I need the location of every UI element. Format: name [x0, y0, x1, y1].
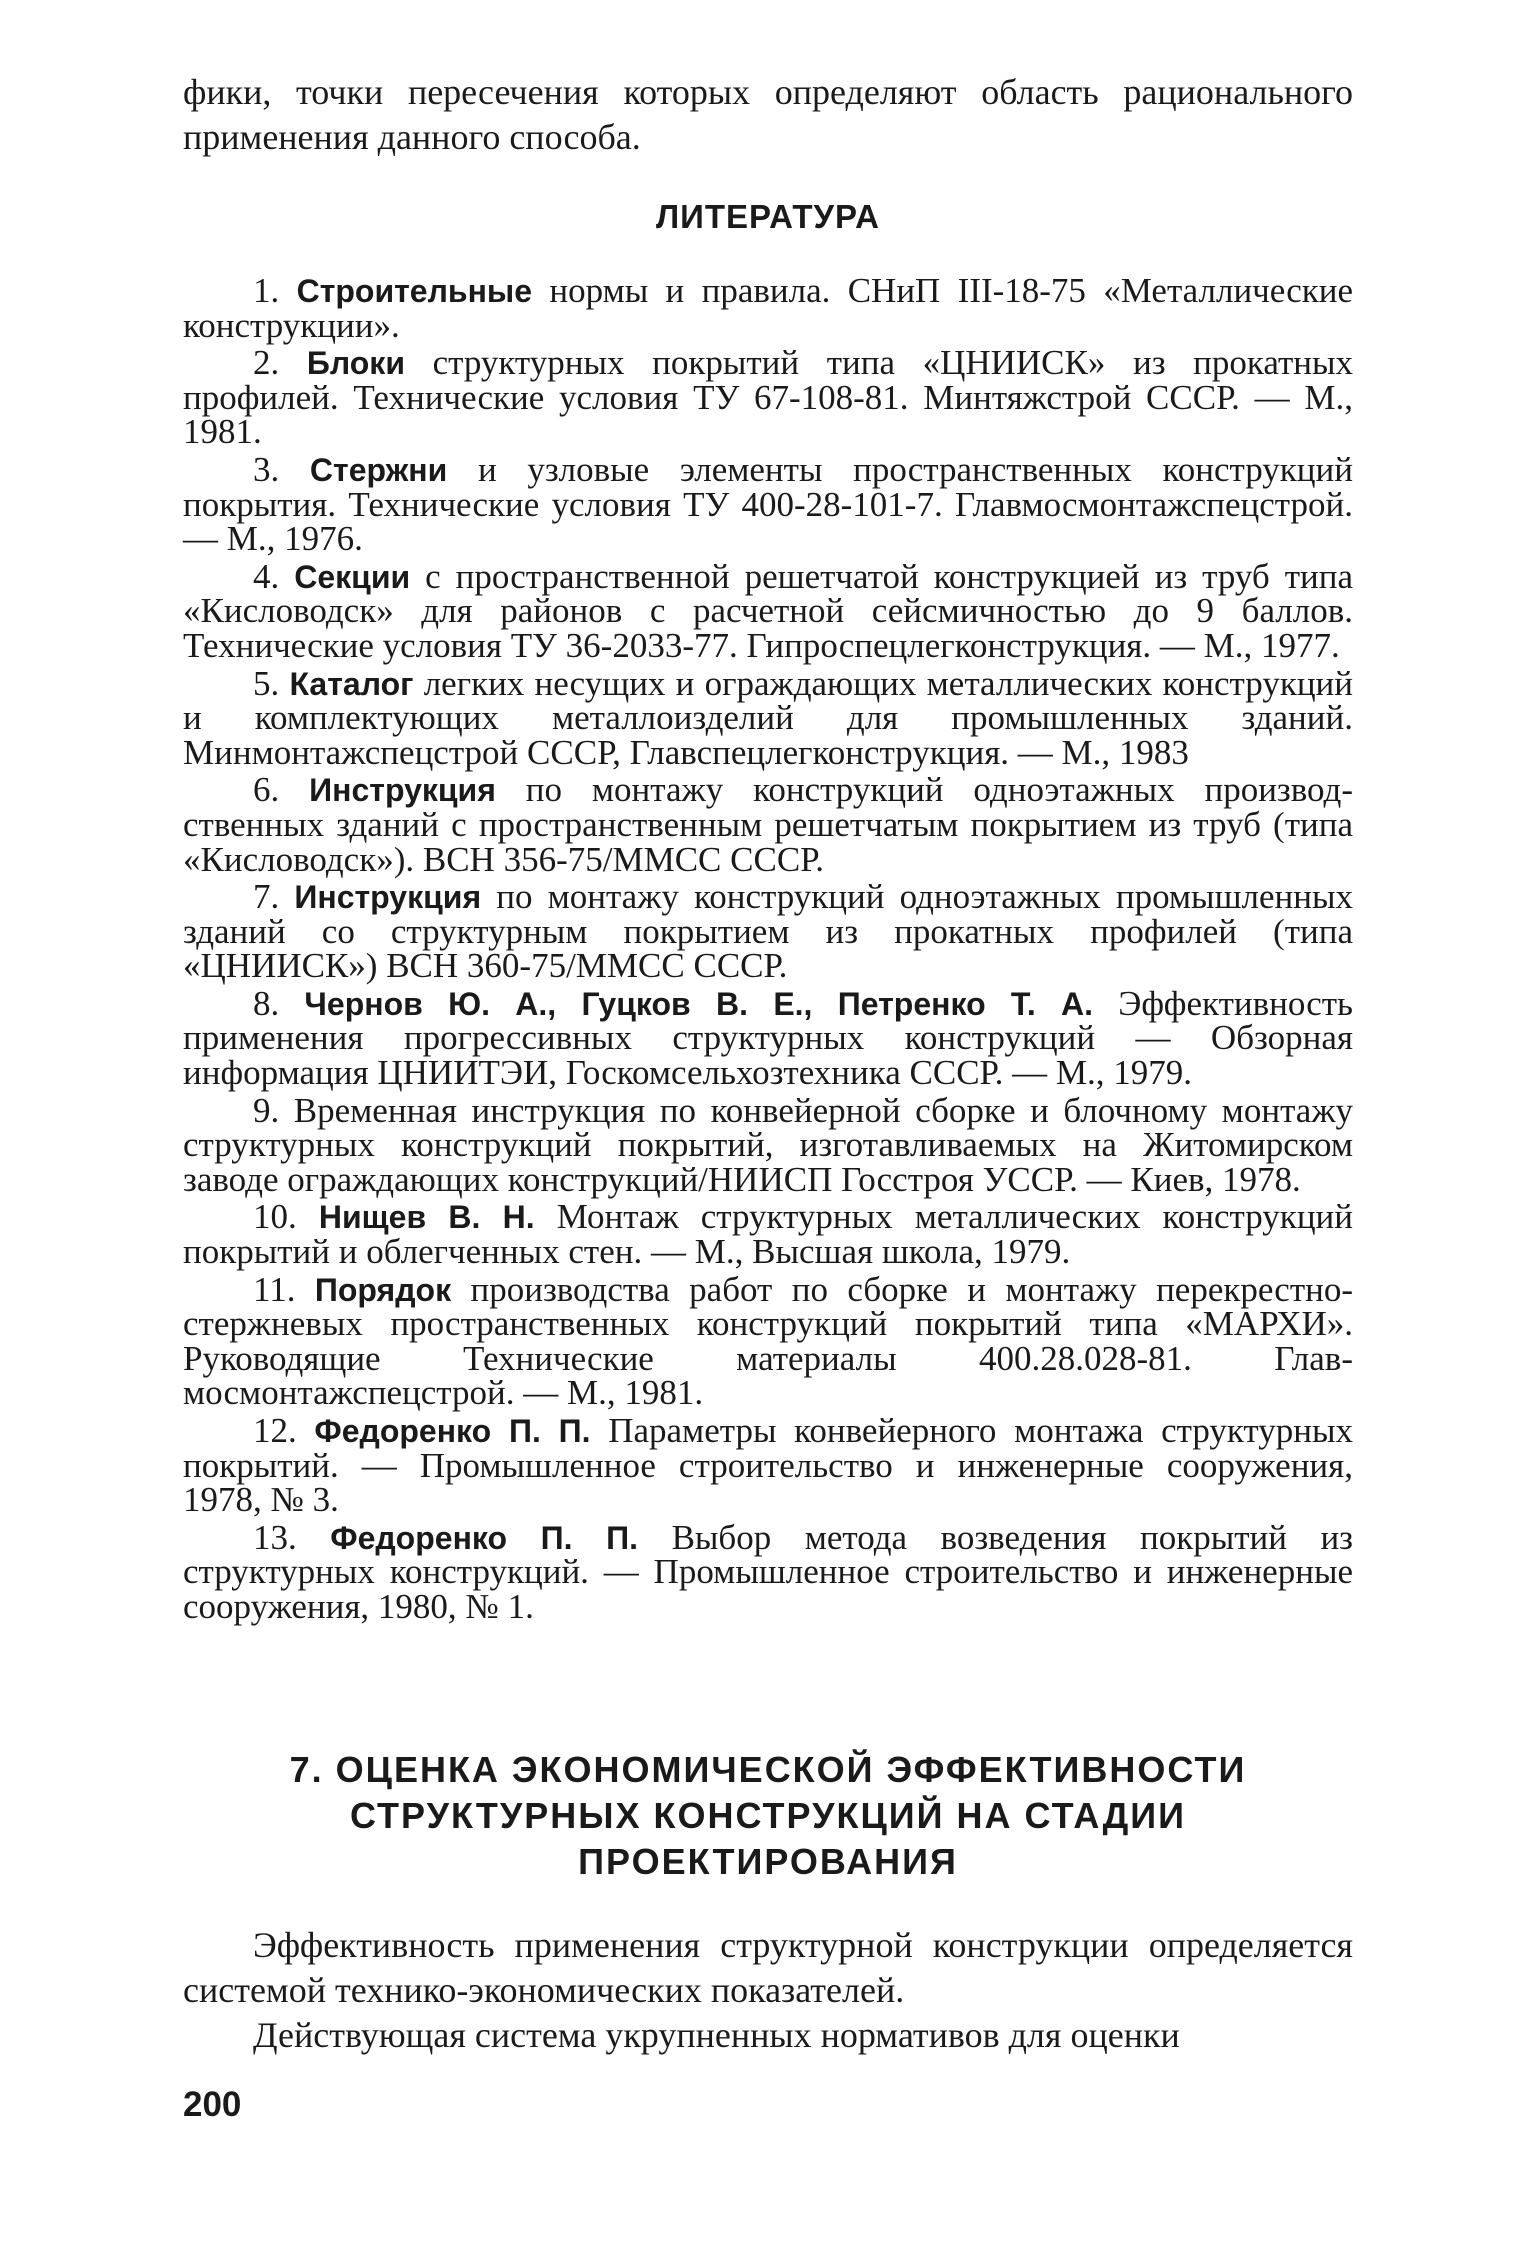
reference-author: Строительные: [296, 273, 533, 309]
reference-number: 6.: [253, 770, 280, 810]
reference-text: Выбор метода возведения покрытий из структурных конструкций. — Промышленное строительство и инженерные сооружения, 1980, № 1.: [183, 1517, 1354, 1626]
reference-item: [183, 983, 1354, 1093]
reference-text: по монтажу конструкций одноэтажных производственных зданий с пространственным решетчатым покрытием из труб (типа «Кисловодск»). ВСН 356-75/ММСС СССР.: [183, 770, 1353, 879]
reference-author: Нищев В. Н.: [318, 1199, 535, 1236]
reference-item: [183, 1411, 1354, 1520]
reference-text: Эффективность применения прогрессивных структурных конструкций — Обзорная информация ЦНИИТЭИ, Госкомсельхозтехника СССР. — М., 1979.: [183, 983, 1354, 1093]
body-paragraph: Действующая система укрупненных нормативов для оценки: [253, 2014, 1180, 2055]
references-heading: ЛИТЕРАТУРА: [656, 198, 880, 235]
body-paragraph: Эффективность применения структурной конструкции определяется системой технико-экономических показателей.: [183, 1924, 1353, 2010]
reference-item: [183, 1090, 1354, 1199]
reference-author: Чернов Ю. А., Гуцков В. Е., Петренко Т. А.: [304, 985, 1094, 1022]
reference-author: Инструкция: [294, 879, 482, 916]
reference-number: 9.: [253, 1090, 280, 1130]
intro-paragraph: фики, точки пересечения которых определяют область рационального применения данного способа.: [183, 72, 1353, 157]
reference-item: [183, 343, 1353, 452]
reference-item: [183, 1197, 1354, 1272]
reference-number: 5.: [253, 663, 280, 703]
reference-item: [183, 1517, 1354, 1626]
reference-text: легких несущих и ограждающих металлических конструкций и комплектующих металлоизделий для промышленных зданий. Минмонтажспецстрой СССР, Главспецлегконструкция. — М., 1983: [183, 663, 1354, 772]
reference-author: Федоренко П. П.: [314, 1413, 591, 1449]
reference-author: Стержни: [309, 451, 448, 488]
reference-text: производства работ по сборке и монтажу перекрестно-стержневых пространственных конструкций покрытий типа «МАРХИ». Руководящие Технические материалы 400.28.028-81. Главмосмонтажспецстрой. — М., 1981.: [183, 1269, 1354, 1413]
reference-text: с пространственной решетчатой конструкцией из труб типа «Кисловодск» для районов с расчетной сейсмичностью до 9 баллов. Технические условия ТУ 36-2033-77. Гипроспецлегконструкция. — М., 1977.: [183, 556, 1353, 665]
reference-item: [183, 877, 1354, 986]
reference-author: Каталог: [289, 665, 414, 702]
reference-number: 10.: [253, 1197, 297, 1237]
page-content: [183, 70, 1353, 2058]
reference-number: 3.: [253, 449, 280, 489]
reference-item: [183, 663, 1354, 772]
reference-text: Временная инструкция по конвейерной сборке и блочному монтажу структурных конструкций покрытий, изготавливаемых на Житомирском заводе ограждающих конструкций/НИИСП Госстроя УССР. — Киев, 1978.: [183, 1090, 1354, 1199]
reference-author: Секции: [294, 558, 411, 595]
page-number: 200: [183, 2085, 242, 2124]
reference-number: 1.: [253, 271, 280, 310]
reference-number: 7.: [253, 877, 280, 917]
references-list: [183, 271, 1354, 1626]
reference-item: [183, 1269, 1354, 1413]
reference-text: Монтаж структурных металлических конструкций покрытий и облегченных стен. — М., Высшая школа, 1979.: [183, 1197, 1354, 1272]
reference-number: 11.: [253, 1269, 296, 1309]
reference-number: 4.: [253, 556, 280, 596]
reference-number: 2.: [253, 343, 280, 383]
reference-text: нормы и правила. СНиП III-18-75 «Металлические конструкции».: [183, 271, 1353, 345]
reference-number: 8.: [253, 983, 280, 1023]
reference-text: по монтажу конструкций одноэтажных промышленных зданий со структурным покрытием из прокатных профилей (типа «ЦНИИСК») ВСН 360-75/ММСС СССР.: [183, 877, 1354, 986]
reference-text: структурных покрытий типа «ЦНИИСК» из прокатных профилей. Технические условия ТУ 67-108-81. Минтяжстрой СССР. — М., 1981.: [183, 343, 1353, 452]
reference-item: [183, 271, 1353, 345]
reference-text: и узловые элементы пространственных конструкций покрытия. Технические условия ТУ 400-28-101-7. Главмосмонтажспецстрой. — М., 1976.: [183, 449, 1354, 559]
reference-item: [183, 449, 1354, 559]
section-heading: 7. ОЦЕНКА ЭКОНОМИЧЕСКОЙ ЭФФЕКТИВНОСТИ СТРУКТУРНЫХ КОНСТРУКЦИЙ НА СТАДИИ ПРОЕКТИРОВАНИЯ: [289, 1748, 1247, 1882]
reference-item: [183, 556, 1353, 665]
reference-text: Параметры конвейерного монтажа структурных покрытий. — Промышленное строительство и инженерные сооружения, 1978, № 3.: [183, 1411, 1354, 1520]
reference-number: 12.: [253, 1411, 297, 1450]
reference-author: Федоренко П. П.: [330, 1519, 639, 1556]
reference-number: 13.: [253, 1517, 297, 1557]
reference-author: Инструкция: [309, 772, 496, 809]
reference-author: Блоки: [306, 345, 405, 382]
reference-author: Порядок: [314, 1271, 452, 1308]
reference-item: [183, 770, 1353, 879]
